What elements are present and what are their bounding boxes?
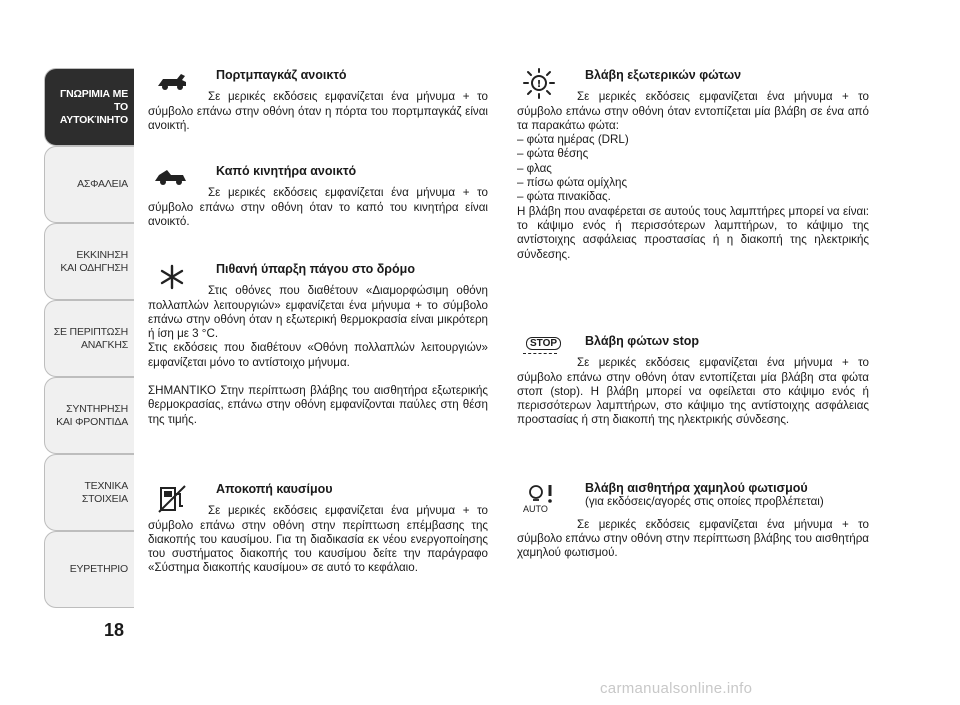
ice-text-2: Στις εκδόσεις που διαθέτουν «Οθόνη πολλαπλών λειτουργιών» εμφανίζεται μόνο το αντίστοιχο μήνυμα. xyxy=(148,341,488,369)
tab-index[interactable]: ΕΥΡΕΤΗΡΙΟ xyxy=(44,531,134,608)
bonnet-text: Σε μερικές εκδόσεις εμφανίζεται ένα μήνυμα + το σύμβολο επάνω στην οθόνη όταν το καπό του κινητήρα είναι ανοικτό. xyxy=(148,186,488,228)
section-fuel xyxy=(148,482,488,576)
exterior-item: – φώτα θέσης xyxy=(517,147,589,161)
exterior-text: Σε μερικές εκδόσεις εμφανίζεται ένα μήνυμα + το σύμβολο επάνω στην οθόνη όταν εντοπίζεται μία βλάβη σε ένα από τα παρακάτω φώτα: xyxy=(517,90,869,132)
section-ice xyxy=(148,262,488,427)
exterior-item: – φώτα πινακίδας. xyxy=(517,190,611,204)
exterior-text-2: Η βλάβη που αναφέρεται σε αυτούς τους λαμπτήρες μπορεί να είναι: το κάψιμο ενός ή περισσότερων λαμπτήρων, το κάψιμο της αντίστοιχης ασφάλειας προστασίας ή η διακοπή της ηλεκτρικής σύνδεσης. xyxy=(517,204,869,261)
auto-title: Βλάβη αισθητήρα χαμηλού φωτισμού xyxy=(585,481,808,495)
tab-getting-to-know[interactable]: ΓΝΩΡΙΜΙΑ ΜΕ ΤΟ ΑΥΤΟΚΊΝΗΤΟ xyxy=(44,68,134,146)
stop-icon-label: STOP xyxy=(526,337,561,350)
auto-text: Σε μερικές εκδόσεις εμφανίζεται ένα μήνυμα + το σύμβολο επάνω στην οθόνη στην περίπτωση βλάβης του αισθητήρα χαμηλού φωτισμού. xyxy=(517,517,869,560)
ice-text-1: Στις οθόνες που διαθέτουν «Διαμορφώσιμη οθόνη πολλαπλών λειτουργιών» εμφανίζεται ένα μήνυμα + το σύμβολο επάνω στην οθόνη όταν η εξωτερική θερμοκρασία είναι μικρότερη ή ίση με 3 °C. xyxy=(148,284,488,341)
tab-technical-data[interactable]: ΤΕΧΝΙΚΑ ΣΤΟΙΧΕΙΑ xyxy=(44,454,134,531)
exterior-item: – πίσω φώτα ομίχλης xyxy=(517,176,628,190)
section-auto-sensor xyxy=(517,481,869,560)
tab-safety[interactable]: ΑΣΦΑΛΕΙΑ xyxy=(44,146,134,223)
stop-text: Σε μερικές εκδόσεις εμφανίζεται ένα μήνυμα + το σύμβολο επάνω στην οθόνη όταν εντοπίζεται μία βλάβη στα φώτα στοπ (stop). Η βλάβη μπορεί να οφείλεται στο κάψιμο ενός ή περισσότερων λαμπτήρων, στο κάψιμο της αντίστοιχης ασφάλειας προστασίας ή στη διακοπή της ηλεκτρικής σύνδεσης. xyxy=(517,356,869,427)
exterior-title: Βλάβη εξωτερικών φώτων xyxy=(585,68,742,82)
fuel-title: Αποκοπή καυσίμου xyxy=(216,482,333,496)
exterior-item: – φώτα ημέρας (DRL) xyxy=(517,133,629,147)
watermark: carmanualsonline.info xyxy=(600,680,753,697)
trunk-text: Σε μερικές εκδόσεις εμφανίζεται ένα μήνυμα + το σύμβολο επάνω στην οθόνη όταν η πόρτα του πορτμπαγκάζ είναι ανοικτή. xyxy=(148,90,488,132)
tab-maintenance[interactable]: ΣΥΝΤΗΡΗΣΗ ΚΑΙ ΦΡΟΝΤΙΔΑ xyxy=(44,377,134,454)
section-exterior-lights xyxy=(517,68,869,262)
section-trunk xyxy=(148,68,488,133)
tab-emergency[interactable]: ΣΕ ΠΕΡΙΠΤΩΣΗ ΑΝΑΓΚΗΣ xyxy=(44,300,134,377)
svg-text:!: ! xyxy=(536,79,542,90)
ice-title: Πιθανή ύπαρξη πάγου στο δρόμο xyxy=(216,262,415,276)
ice-important: ΣΗΜΑΝΤΙΚΟ Στην περίπτωση βλάβης του αισθητήρα εξωτερικής θερμοκρασίας, επάνω στην οθόνη εμφανίζονται παύλες στη θέση της τιμής. xyxy=(148,384,488,426)
stop-title: Βλάβη φώτων stop xyxy=(585,334,700,348)
fuel-text: Σε μερικές εκδόσεις εμφανίζεται ένα μήνυμα + το σύμβολο επάνω στην οθόνη στην περίπτωση επέμβασης της διακοπής του καυσίμου. Για τη διαδικασία εκ νέου ενεργοποίησης του συστήματος διακοπής του καυσίμου δείτε την παράγραφο «Σύστημα διακοπής καυσίμου» σε αυτό το κεφάλαιο. xyxy=(148,504,488,575)
trunk-title: Πορτμπαγκάζ ανοικτό xyxy=(216,68,347,82)
auto-icon-label: AUTO xyxy=(523,504,548,514)
tab-starting-driving[interactable]: ΕΚΚΙΝΗΣΗ ΚΑΙ ΟΔΗΓΗΣΗ xyxy=(44,223,134,300)
exterior-item: – φλας xyxy=(517,161,552,175)
section-bonnet xyxy=(148,164,488,229)
page-number: 18 xyxy=(104,620,125,640)
auto-subtitle: (για εκδόσεις/αγορές στις οποίες προβλέπεται) xyxy=(585,495,824,509)
chapter-sidebar xyxy=(44,68,134,608)
bonnet-title: Καπό κινητήρα ανοικτό xyxy=(216,164,357,178)
section-stop-lights xyxy=(517,334,869,428)
